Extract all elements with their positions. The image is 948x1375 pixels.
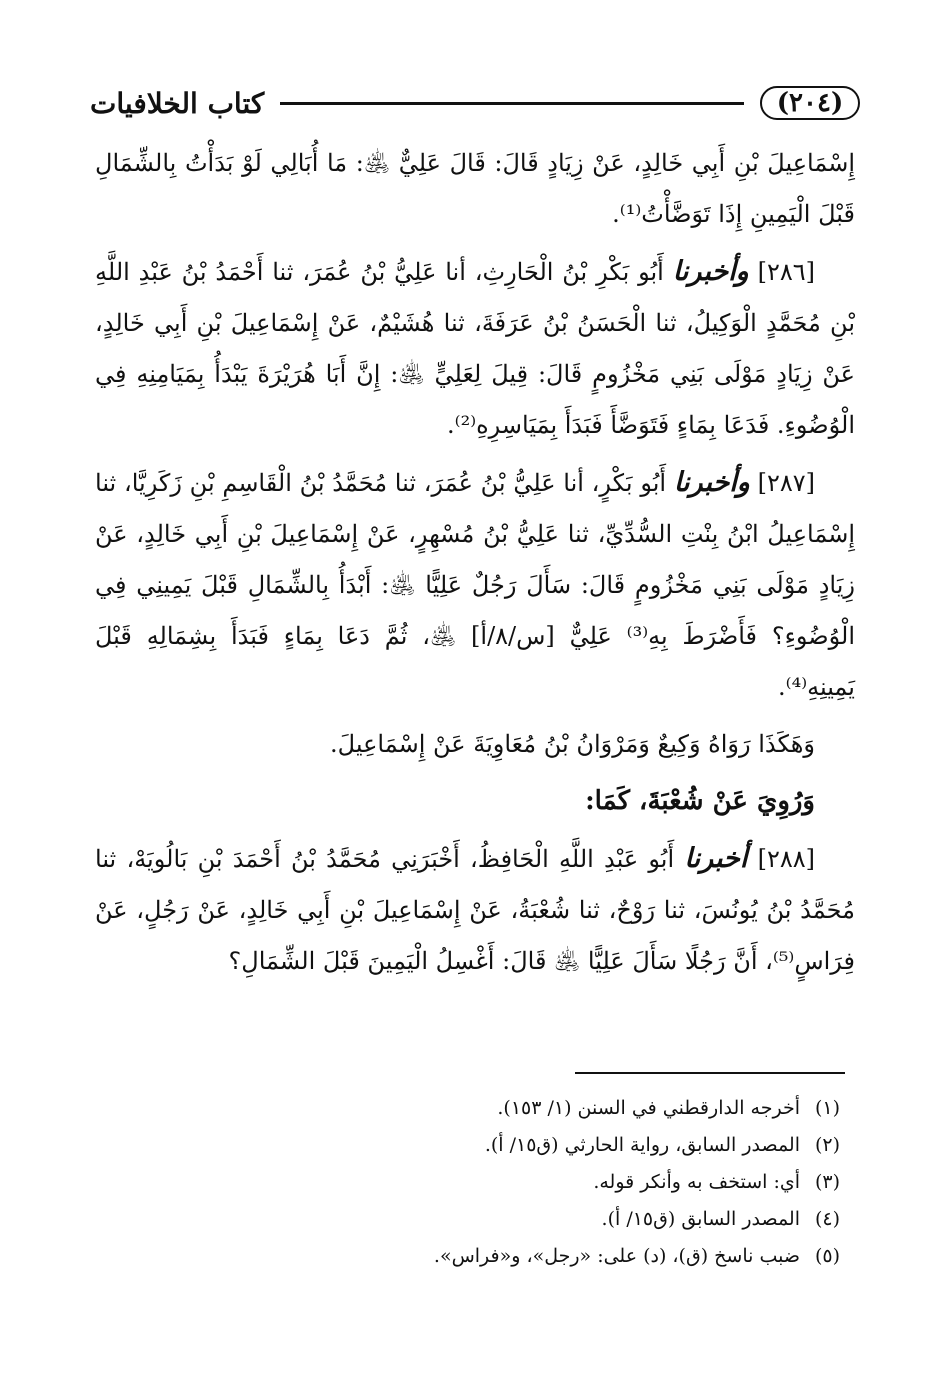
footnote-number: (٢) (814, 1134, 840, 1156)
footnote-text: أي: استخف به وأنكر قوله. (593, 1171, 800, 1193)
footnote (95, 1090, 840, 1127)
hadith-287 (95, 457, 855, 713)
page-header (90, 78, 860, 128)
footnote-divider (575, 1072, 845, 1074)
hadith-number: [٢٨٦] (757, 258, 815, 286)
hadith-number: [٢٨٨] (757, 845, 815, 873)
book-title: كتاب الخلافيات (90, 86, 265, 120)
footnote-number: (٤) (814, 1208, 840, 1230)
page-number: (٢٠٤) (760, 86, 860, 120)
hadith-number: [٢٨٧] (757, 469, 815, 497)
hadith-lead-word: وأخبرنا (672, 256, 749, 287)
intro-text: إِسْمَاعِيلَ بْنِ أَبِي خَالِدٍ، عَنْ زِيَادٍ قَالَ: قَالَ عَلِيٌّ ﵁: مَا أُبَالِي لَوْ بَدَأْتُ بِالشِّمَالِ قَبْلَ الْيَمِينِ إِذَا تَوَضَّأْتُ⁽¹⁾. (95, 149, 855, 228)
footnote-text: المصدر السابق (ق١٥/ أ). (601, 1208, 800, 1230)
hadith-text: أَبُو بَكْرِ بْنُ الْحَارِثِ، أنا عَلِيُّ بْنُ عُمَرَ، ثنا أَحْمَدُ بْنُ عَبْدِ اللَّهِ بْنِ مُحَمَّدٍ الْوَكِيلُ، ثنا الْحَسَنُ بْنُ عَرَفَةَ، ثنا هُشَيْمٌ، عَنْ إِسْمَاعِيلَ بْنِ أَبِي خَالِدٍ، عَنْ زِيَادٍ مَوْلَى بَنِي مَخْزُومٍ قَالَ: قِيلَ لِعَلِيٍّ ﵁: إِنَّ أَبَا هُرَيْرَةَ يَبْدَأُ بِمَيَامِنِهِ فِي الْوُضُوءِ. فَدَعَا بِمَاءٍ فَتَوَضَّأَ فَبَدَأَ بِمَيَاسِرِهِ⁽²⁾. (95, 258, 855, 439)
footnote (95, 1201, 840, 1238)
footnote (95, 1164, 840, 1201)
footnote-number: (١) (814, 1097, 840, 1119)
hadith-lead-word: أخبرنا (684, 843, 748, 874)
hadith-text: أَبُو بَكْرٍ، أنا عَلِيُّ بْنُ عُمَرَ، ثنا مُحَمَّدُ بْنُ الْقَاسِمِ بْنِ زَكَرِيَّا، ثنا إِسْمَاعِيلُ ابْنُ بِنْتِ السُّدِّيِّ، ثنا عَلِيُّ بْنُ مُسْهِرٍ، عَنْ إِسْمَاعِيلَ بْنِ أَبِي خَالِدٍ، عَنْ زِيَادٍ مَوْلَى بَنِي مَخْزُومٍ قَالَ: سَأَلَ رَجُلٌ عَلِيًّا ﵁: أَبْدَأُ بِالشِّمَالِ قَبْلَ يَمِينِي فِي الْوُضُوءِ؟ فَأَضْرَطَ بِهِ⁽³⁾ عَلِيٌّ [س/٨/أ] ﵁، ثُمَّ دَعَا بِمَاءٍ فَبَدَأَ بِشِمَالِهِ قَبْلَ يَمِينِهِ⁽⁴⁾. (95, 469, 856, 701)
footnote (95, 1127, 840, 1164)
footnote-number: (٥) (814, 1245, 840, 1267)
intro-paragraph (95, 138, 855, 240)
footnote-text: أخرجه الدارقطني في السنن (١/ ١٥٣). (497, 1097, 800, 1119)
footnote-text: ضبب ناسخ (ق)، (د) على: «رجل»، و«فراس». (433, 1245, 800, 1267)
main-text (95, 138, 855, 993)
section-heading: وَرُوِيَ عَنْ شُعْبَةَ، كَمَا: (585, 786, 815, 816)
header-rule (280, 102, 744, 105)
footnote (95, 1238, 840, 1275)
footnotes (95, 1090, 840, 1275)
hadith-text: أَبُو عَبْدِ اللَّهِ الْحَافِظُ، أَخْبَرَنِي مُحَمَّدُ بْنُ أَحْمَدَ بْنِ بَالُويَهْ، ثنا مُحَمَّدُ بْنُ يُونُسَ، ثنا رَوْحٌ، ثنا شُعْبَةُ، عَنْ إِسْمَاعِيلَ بْنِ أَبِي خَالِدٍ، عَنْ رَجُلٍ، عَنْ فِرَاسٍ⁽⁵⁾، أَنَّ رَجُلًا سَأَلَ عَلِيًّا ﵁ قَالَ: أَغْسِلُ الْيَمِينَ قَبْلَ الشِّمَالِ؟ (95, 845, 855, 975)
footnote-number: (٣) (814, 1171, 840, 1193)
hadith-lead-word: وأخبرنا (673, 467, 750, 498)
hadith-286 (95, 246, 855, 451)
hadith-288 (95, 833, 855, 987)
note-line: وَهَكَذَا رَوَاهُ وَكِيعٌ وَمَرْوَانُ بْنُ مُعَاوِيَةَ عَنْ إِسْمَاعِيلَ. (330, 730, 815, 758)
footnote-text: المصدر السابق، رواية الحارثي (ق١٥/ أ). (484, 1134, 800, 1156)
